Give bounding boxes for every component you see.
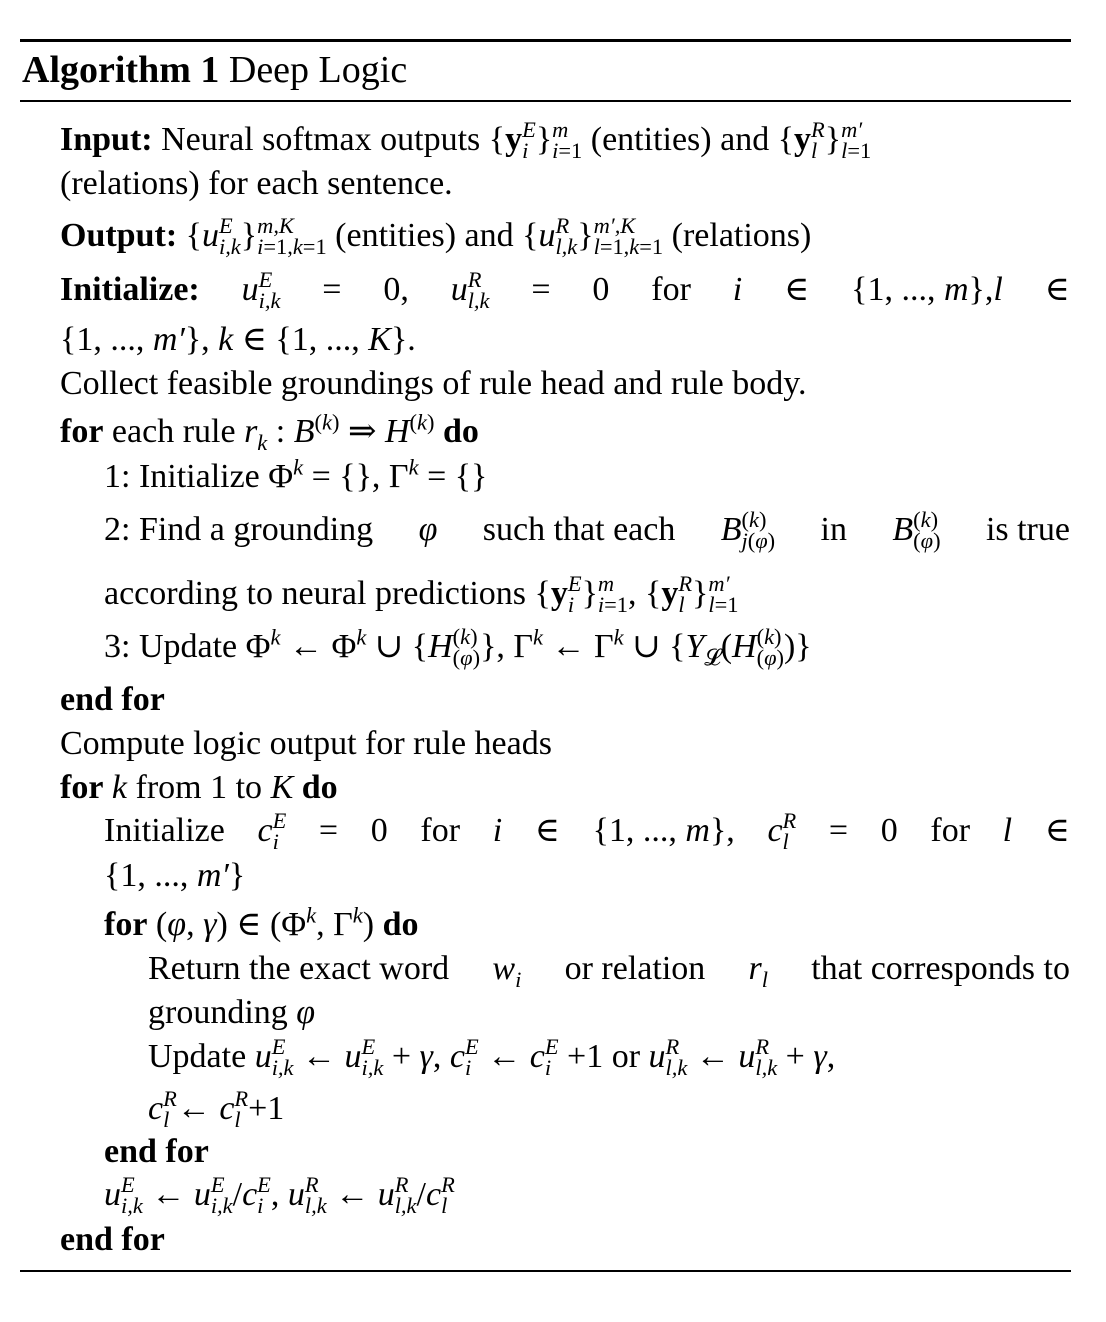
update-line-cont: c R l ← c R l +1	[148, 1085, 285, 1133]
return-text: Return the exact word	[148, 950, 450, 987]
bottom-rule	[20, 1270, 1071, 1272]
input-keyword: Input:	[60, 121, 153, 158]
for-each-rule-line: for each rule $r_k$ : $B^{(k)}$ ⇒ $H^{(k)}$ do	[60, 409, 479, 455]
return-text-b: or relation	[564, 950, 706, 987]
compute-line: Compute logic output for rule heads	[60, 725, 552, 762]
step-2-text-c: in	[820, 511, 847, 548]
end-for-line-3: end for	[60, 1221, 165, 1258]
initialize-text: Initialize	[104, 812, 225, 849]
step-2-text: 2: Find a grounding	[104, 511, 374, 548]
for-keyword: for	[60, 769, 104, 806]
update-text: Update	[148, 1038, 247, 1075]
initialize-line: Initialize: u E i,k = 0, u R l,k = 0 for i ∈ {1, ..., m},l ∈	[60, 266, 1070, 314]
return-text-c: that corresponds to	[811, 950, 1070, 987]
each-rule-text: each rule	[111, 413, 236, 450]
for-text: for	[930, 812, 971, 849]
update-line: Update u E i,k ← u E i,k + γ, c E i ← c E i +1 or u R l,k ← u R l,k + γ,	[148, 1033, 836, 1081]
step-3-text: 3: Update	[104, 628, 238, 665]
step-1-line: 1: Initialize $\Phi^k$ = {}, $\Gamma^k$ = {}	[104, 454, 488, 495]
for-keyword: for	[60, 413, 104, 450]
entities-text: (entities) and	[335, 217, 514, 254]
step-3-line: 3: Update $\Phi^k$ ← $\Phi^k$ ∪ {H (k) (φ) }, $\Gamma^k$ ← $\Gamma^k$ ∪ {$Y_𝓛(H$ (k) (φ) )}	[104, 623, 812, 671]
do-keyword: do	[382, 906, 419, 943]
algorithm-name: Deep Logic	[228, 49, 408, 91]
entities-text: (entities) and	[590, 121, 770, 158]
for-k-line: for k from 1 to K do	[60, 769, 338, 806]
from-text: from 1 to	[135, 769, 263, 806]
top-rule	[20, 39, 1071, 42]
algorithm-title	[22, 46, 407, 94]
do-keyword: do	[301, 769, 338, 806]
output-line: Output: {u E i,k } m,K i=1,k=1 (entities) and {u R l,k } m′,K l=1,k=1 (relations)	[60, 212, 812, 260]
step-2-text-b: such that each	[482, 511, 676, 548]
according-text: according to neural predictions	[104, 575, 527, 612]
step-2-text-d: is true	[985, 511, 1070, 548]
input-line: Input: Neural softmax outputs {y E i } m i=1 (entities) and {y R l } m′ l=1	[60, 116, 872, 164]
step-2-line: 2: Find a grounding φ such that each B (k) j(φ) in B (k) (φ) is true	[104, 506, 1070, 554]
initialize-counts-line-cont: {1, ..., m′}	[104, 857, 246, 894]
algorithm-label: Algorithm 1	[22, 49, 220, 91]
for-text: for	[651, 271, 691, 308]
end-for-line-1: end for	[60, 681, 165, 718]
or-text: or	[611, 1038, 641, 1075]
end-for-line-2: end for	[104, 1133, 209, 1170]
input-text: Neural softmax outputs	[161, 121, 481, 158]
step-1-text: 1: Initialize	[104, 458, 260, 495]
relations-text: (relations) for each sentence.	[60, 165, 453, 202]
return-line: Return the exact word $w_i$ or relation $r_l$ that corresponds to	[148, 950, 1070, 992]
title-rule	[20, 100, 1071, 102]
input-line-cont	[60, 164, 453, 204]
return-line-cont: grounding φ	[148, 994, 316, 1031]
for-keyword: for	[104, 906, 148, 943]
initialize-counts-line: Initialize c E i = 0 for i ∈ {1, ..., m}, c R l = 0 for l ∈	[104, 807, 1070, 855]
step-2-line-cont: according to neural predictions {y E i } m i=1 , {y R l } m′ l=1	[104, 570, 739, 618]
initialize-keyword: Initialize:	[60, 271, 200, 308]
collect-line: Collect feasible groundings of rule head and rule body.	[60, 365, 807, 402]
for-text: for	[420, 812, 461, 849]
do-keyword: do	[442, 413, 479, 450]
initialize-line-cont: {1, ..., m′}, k ∈ {1, ..., K}.	[60, 321, 416, 358]
for-pair-line: for (φ, γ) ∈ ($\Phi^k$, $\Gamma^k$) do	[104, 902, 419, 943]
output-keyword: Output:	[60, 217, 178, 254]
normalize-line: u E i,k ← u E i,k /c E i , u R l,k ← u R l,k /c R l	[104, 1171, 455, 1219]
grounding-text: grounding	[148, 994, 288, 1031]
relations-text: (relations)	[671, 217, 812, 254]
